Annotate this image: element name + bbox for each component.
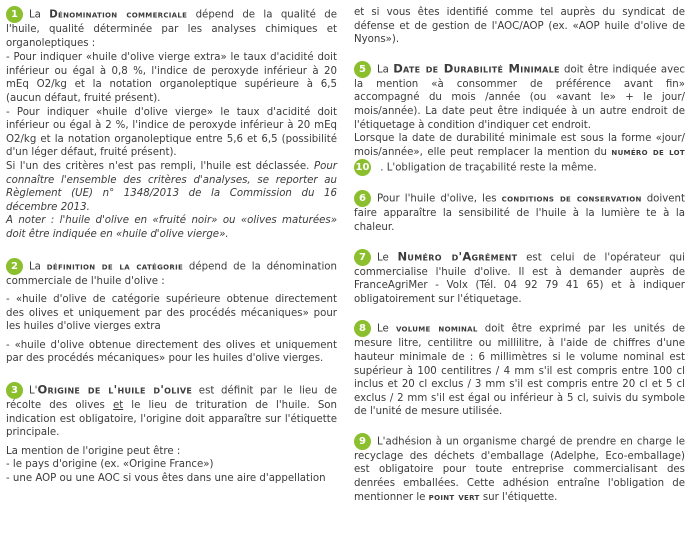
section-3-country: - le pays d'origine (ex. «Origine France») <box>6 459 214 471</box>
section-1-intro: 1 La Dénomination commerciale dépend de la qualité de l'huile, qualité déterminée par les analyses chimiques et organoleptiques : <box>6 6 337 50</box>
keyword-origine: Origine de l'huile d'olive <box>37 382 193 397</box>
badge-1: 1 <box>6 6 23 23</box>
section-2-virgin: - «huile d'olive obtenue directement des olives et uniquement par des procédés mécaniques» pour les huiles d'olive vierges. <box>6 339 337 365</box>
badge-7: 7 <box>354 249 371 266</box>
keyword-categorie: définition de la catégorie <box>46 261 184 272</box>
keyword-point-vert: point vert <box>428 491 480 503</box>
section-3-continued: et si vous êtes identifié comme tel auprès du syndicat de défense et de gestion de l'AOC/AOP (ex. «AOP huile d'olive de Nyons»). <box>354 7 685 46</box>
section-6-intro: 6 Pour l'huile d'olive, les conditions de conservation doivent faire apparaître la sensibilité de l'huile à la lumière te à la chaleur. <box>354 190 685 234</box>
keyword-denomination: Dénomination commerciale <box>49 9 188 21</box>
badge-9: 9 <box>354 433 371 450</box>
keyword-conservation: conditions de conservation <box>501 193 642 205</box>
section-7-intro: 7 Le Numéro d'Agrément est celui de l'opérateur qui commercialise l'huile d'olive. Il est à demander auprès de FranceAgriMer - Volx (Tél. 04 92 79 41 65) et à indiquer obligatoirement sur l'étiquetage. <box>354 249 685 305</box>
section-2-intro: 2 La définition de la catégorie dépend de la dénomination commerciale de l'huile d'olive : <box>6 258 337 289</box>
section-9-intro: 9 L'adhésion à un organisme chargé de prendre en charge le recyclage des déchets d'emballage (Adelphe, Eco-emballage) est obligatoire pour toute entreprise commercialisant des denrées emballées. Cette adhésion entraîne l'obligation de mentionner le point vert sur l'étiquette. <box>354 433 685 504</box>
section-3-aop: - une AOP ou une AOC si vous êtes dans une aire d'appellation <box>6 473 326 485</box>
section-1-downgrade: Si l'un des critères n'est pas rempli, l'huile est déclassée. Pour connaître l'ensemble des critères d'analyses, se reporter au Règlement (UE) n° 1348/2013 de la Commission du 16 décembre 2013. <box>6 160 337 213</box>
right-column <box>354 6 685 504</box>
badge-6: 6 <box>354 190 371 207</box>
section-5-lot: Lorsque la date de durabilité minimale est sous la forme «jour/ mois/année», elle peut remplacer la mention du numéro de lot 10 . L'obligation de traçabilité reste la même. <box>354 132 685 176</box>
badge-3: 3 <box>6 382 23 399</box>
keyword-numero-lot: numéro de lot <box>611 146 686 158</box>
section-3-mention: La mention de l'origine peut être : <box>6 445 181 457</box>
section-8-intro: 8 Le volume nominal doit être exprimé par les unités de mesure litre, centilitre ou millilitre, à l'aide de chiffres d'une hauteur minimale de : 6 millimètres si le volume nominal est supérieur à 100 centilitres / 4 mm s'il est compris entre 100 cl inclus et 20 cl exclus / 3 mm s'il est compris entre 20 cl et 5 cl exclus / 2 mm s'il est égal ou inférieur à 5 cl, suivis du symbole de l'unité de mesure utilisée. <box>354 320 685 419</box>
section-3-intro: 3 L'Origine de l'huile d'olive est définit par le lieu de récolte des olives et le lieu de trituration de l'huile. Son indication est obligatoire, l'origine doit apparaître sur l'étiquette principale. <box>6 382 337 439</box>
badge-2: 2 <box>6 258 23 275</box>
badge-8: 8 <box>354 320 371 337</box>
badge-10: 10 <box>354 159 371 176</box>
section-1-note: A noter : l'huile d'olive en «fruité noir» ou «olives maturées» doit être indiquée en «huile d'olive vierge». <box>6 215 337 240</box>
keyword-ddm: Date de Durabilité Minimale <box>393 61 560 76</box>
keyword-volume-nominal: volume nominal <box>395 323 478 335</box>
section-5-intro: 5 La Date de Durabilité Minimale doit être indiquée avec la mention «à consommer de préférence avant fin» accompagné du mois /année (ou «avant le» + le jour/ mois/année). La date peut être indiquée à un autre endroit de l'étiquetage à condition d'indiquer cet endroit. <box>354 61 685 131</box>
keyword-agrement: Numéro d'Agrément <box>397 249 518 264</box>
section-1-extra-virgin: - Pour indiquer «huile d'olive vierge extra» le taux d'acidité doit inférieur ou égal à 0,8 %, l'indice de peroxyde inférieur à 20 mEq O2/kg et la notation organoleptique supérieure à 6,5 (aucun défaut, fruité présent). <box>6 52 337 104</box>
section-1-virgin: - Pour indiquer «huile d'olive vierge» le taux d'acidité doit inférieur ou égal à 2 %, l'indice de peroxyde inférieur à 20 mEq O2/kg et la notation organoleptique entre 5,6 et 6,5 (possibilité d'un léger défaut, fruité présent). <box>6 106 337 159</box>
badge-5: 5 <box>354 61 371 78</box>
section-2-extra: - «huile d'olive de catégorie supérieure obtenue directement des olives et uniquement par des procédés mécaniques» pour les huiles d'olive vierges extra <box>6 294 337 333</box>
left-column <box>6 6 337 486</box>
